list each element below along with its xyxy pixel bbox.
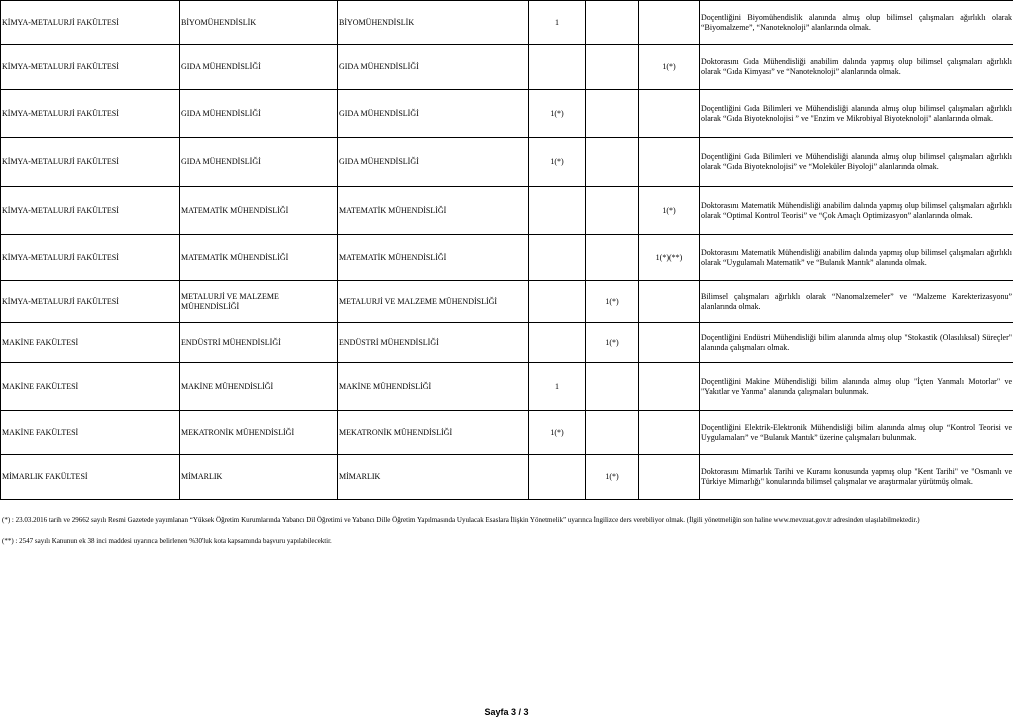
faculty-cell: KİMYA-METALURJİ FAKÜLTESİ (1, 281, 180, 323)
quota-3-cell (639, 455, 700, 500)
quota-3-cell: 1(*)(**) (639, 235, 700, 281)
quota-1-cell (529, 323, 586, 363)
condition-cell: Doçentliğini Gıda Bilimleri ve Mühendisliği alanında almış olup bilimsel çalışmaları ağırlıklı olarak “Gıda Biyoteknolojisi ” ve "Enzim ve Mikrobiyal Biyoteknoloji" alanlarında olmak. (700, 90, 1013, 138)
quota-1-cell: 1 (529, 1, 586, 45)
condition-cell: Doçentliğini Endüstri Mühendisliği bilim alanında almış olup "Stokastik (Olasılıksal) Süreçler" alanında çalışmaları olmak. (700, 323, 1013, 363)
quota-2-cell (586, 138, 639, 187)
quota-1-cell (529, 281, 586, 323)
quota-1-cell: 1(*) (529, 90, 586, 138)
table-row (1, 455, 1013, 500)
quota-1-cell: 1(*) (529, 411, 586, 455)
table-row (1, 235, 1013, 281)
footnote-1: (*) : 23.03.2016 tarih ve 29662 sayılı Resmi Gazetede yayımlanan “Yüksek Öğretim Kurumlarında Yabancı Dil Öğretimi ve Yabancı Dille Öğretim Yapılmasında Uyulacak Esaslara İlişkin Yönetmelik” uyarınca İngilizce ders verebiliyor olmak. (İlgili yönetmeliğin son haline www.mevzuat.gov.tr adresinden ulaşılabilmektedir.) (2, 516, 920, 524)
quota-2-cell (586, 45, 639, 90)
department-cell: GIDA MÜHENDİSLİĞİ (180, 138, 338, 187)
quota-2-cell (586, 235, 639, 281)
program-cell: GIDA MÜHENDİSLİĞİ (338, 138, 529, 187)
table-row (1, 363, 1013, 411)
quota-1-cell (529, 455, 586, 500)
quota-3-cell (639, 281, 700, 323)
quota-3-cell (639, 363, 700, 411)
condition-cell: Doktorasını Mimarlık Tarihi ve Kuramı konusunda yapmış olup "Kent Tarihi" ve "Osmanlı ve Türkiye Mimarlığı" konularında bilimsel çalışmalar ve araştırmalar yürütmüş olmak. (700, 455, 1013, 500)
quota-1-cell: 1(*) (529, 138, 586, 187)
condition-cell: Doktorasını Gıda Mühendisliği anabilim dalında yapmış olup bilimsel çalışmaları ağırlıklı olarak “Gıda Kimyası” ve “Nanoteknoloji” alanlarında olmak. (700, 45, 1013, 90)
faculty-cell: KİMYA-METALURJİ FAKÜLTESİ (1, 138, 180, 187)
department-cell: GIDA MÜHENDİSLİĞİ (180, 45, 338, 90)
condition-cell: Bilimsel çalışmaları ağırlıklı olarak “Nanomalzemeler” ve “Malzeme Karekterizasyonu” alanlarında olmak. (700, 281, 1013, 323)
department-cell: ENDÜSTRİ MÜHENDİSLİĞİ (180, 323, 338, 363)
table-row (1, 187, 1013, 235)
condition-cell: Doktorasını Matematik Mühendisliği anabilim dalında yapmış olup bilimsel çalışmaları ağırlıklı olarak “Uygulamalı Matematik” ve “Bulanık Mantık” alanında olmak. (700, 235, 1013, 281)
department-cell: MAKİNE MÜHENDİSLİĞİ (180, 363, 338, 411)
faculty-cell: KİMYA-METALURJİ FAKÜLTESİ (1, 90, 180, 138)
department-cell: MEKATRONİK MÜHENDİSLİĞİ (180, 411, 338, 455)
department-cell: GIDA MÜHENDİSLİĞİ (180, 90, 338, 138)
program-cell: METALURJİ VE MALZEME MÜHENDİSLİĞİ (338, 281, 529, 323)
condition-cell: Doçentliğini Gıda Bilimleri ve Mühendisliği alanında almış olup bilimsel çalışmaları ağırlıklı olarak “Gıda Biyoteknolojisi” ve “Moleküler Biyoloji” alanlarında olmak. (700, 138, 1013, 187)
faculty-cell: MAKİNE FAKÜLTESİ (1, 411, 180, 455)
quota-1-cell (529, 235, 586, 281)
program-cell: MEKATRONİK MÜHENDİSLİĞİ (338, 411, 529, 455)
quota-1-cell (529, 45, 586, 90)
department-cell: MATEMATİK MÜHENDİSLİĞİ (180, 235, 338, 281)
quota-3-cell (639, 411, 700, 455)
department-cell: BİYOMÜHENDİSLİK (180, 1, 338, 45)
faculty-cell: MAKİNE FAKÜLTESİ (1, 323, 180, 363)
program-cell: BİYOMÜHENDİSLİK (338, 1, 529, 45)
department-cell: METALURJİ VE MALZEME MÜHENDİSLİĞİ (180, 281, 338, 323)
quota-2-cell: 1(*) (586, 281, 639, 323)
faculty-cell: KİMYA-METALURJİ FAKÜLTESİ (1, 1, 180, 45)
condition-cell: Doktorasını Matematik Mühendisliği anabilim dalında yapmış olup bilimsel çalışmaları ağırlıklı olarak “Optimal Kontrol Teorisi” ve “Çok Amaçlı Optimizasyon” alanlarında olmak. (700, 187, 1013, 235)
table-row (1, 90, 1013, 138)
program-cell: MATEMATİK MÜHENDİSLİĞİ (338, 235, 529, 281)
program-cell: GIDA MÜHENDİSLİĞİ (338, 90, 529, 138)
department-cell: MATEMATİK MÜHENDİSLİĞİ (180, 187, 338, 235)
quota-3-cell (639, 138, 700, 187)
quota-1-cell (529, 187, 586, 235)
quota-3-cell: 1(*) (639, 45, 700, 90)
quota-2-cell (586, 187, 639, 235)
program-cell: MAKİNE MÜHENDİSLİĞİ (338, 363, 529, 411)
condition-cell: Doçentliğini Biyomühendislik alanında almış olup bilimsel çalışmaları ağırlıklı olarak “Biyomalzeme”, “Nanoteknoloji” alanlarında olmak. (700, 1, 1013, 45)
table-row (1, 281, 1013, 323)
quota-1-cell: 1 (529, 363, 586, 411)
footnotes (2, 516, 1002, 546)
program-cell: GIDA MÜHENDİSLİĞİ (338, 45, 529, 90)
quota-3-cell (639, 323, 700, 363)
quota-2-cell: 1(*) (586, 323, 639, 363)
quota-2-cell (586, 363, 639, 411)
faculty-cell: KİMYA-METALURJİ FAKÜLTESİ (1, 235, 180, 281)
department-cell: MİMARLIK (180, 455, 338, 500)
quota-3-cell (639, 1, 700, 45)
page-number: Sayfa 3 / 3 (484, 707, 529, 717)
quota-2-cell: 1(*) (586, 455, 639, 500)
table-row (1, 323, 1013, 363)
quota-3-cell: 1(*) (639, 187, 700, 235)
condition-cell: Doçentliğini Elektrik-Elektronik Mühendisliği bilim alanında almış olup “Kontrol Teorisi ve Uygulamaları” ve “Bulanık Mantık” üzerine çalışmaları bulunmak. (700, 411, 1013, 455)
faculty-cell: MAKİNE FAKÜLTESİ (1, 363, 180, 411)
quota-2-cell (586, 90, 639, 138)
quota-3-cell (639, 90, 700, 138)
program-cell: ENDÜSTRİ MÜHENDİSLİĞİ (338, 323, 529, 363)
table-row (1, 45, 1013, 90)
quota-2-cell (586, 1, 639, 45)
faculty-cell: MİMARLIK FAKÜLTESİ (1, 455, 180, 500)
program-cell: MATEMATİK MÜHENDİSLİĞİ (338, 187, 529, 235)
footnote-2: (**) : 2547 sayılı Kanunun ek 38 inci maddesi uyarınca belirlenen %30'luk kota kapsamında başvuru yapılabilecektir. (2, 537, 332, 545)
table-row (1, 1, 1013, 45)
faculty-cell: KİMYA-METALURJİ FAKÜLTESİ (1, 187, 180, 235)
faculty-cell: KİMYA-METALURJİ FAKÜLTESİ (1, 45, 180, 90)
table-row (1, 411, 1013, 455)
condition-cell: Doçentliğini Makine Mühendisliği bilim alanında almış olup "İçten Yanmalı Motorlar" ve "Yakıtlar ve Yanma" alanında çalışmaları bulunmak. (700, 363, 1013, 411)
program-cell: MİMARLIK (338, 455, 529, 500)
table-row (1, 138, 1013, 187)
quota-2-cell (586, 411, 639, 455)
